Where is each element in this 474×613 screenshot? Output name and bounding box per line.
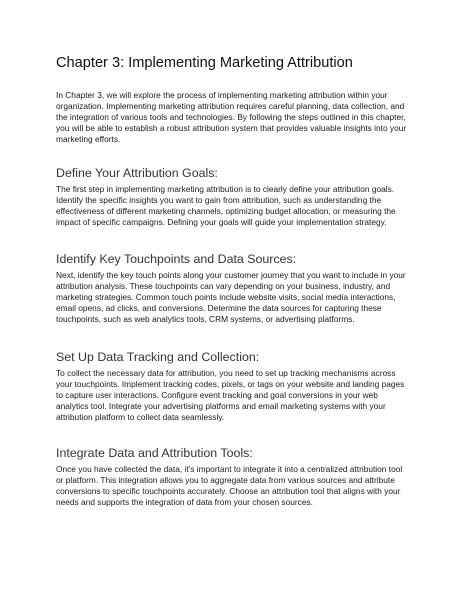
text-line: organization. Implementing marketing attribution requires careful planning, data collection, and (56, 101, 405, 112)
intro-paragraph (56, 90, 420, 145)
text-line: touchpoints, such as web analytics tools, CRM systems, or advertising platforms. (56, 314, 355, 325)
text-line: the integration of various tools and technologies. By following the steps outlined in this chapter, (56, 112, 406, 123)
section-paragraph-data-tracking (56, 368, 420, 423)
section-paragraph-attribution-goals (56, 184, 420, 228)
text-line: needs and supports the integration of data from your chosen sources. (56, 497, 313, 508)
text-line: Once you have collected the data, it's important to integrate it into a centralized attribution tool (56, 464, 403, 474)
text-line: In Chapter 3, we will explore the process of implementing marketing attribution within your (56, 90, 388, 100)
text-line: marketing efforts. (56, 134, 121, 145)
text-line: The first step in implementing marketing attribution is to clearly define your attribution goals. (56, 184, 395, 194)
text-line: effectiveness of different marketing channels, optimizing budget allocation, or measuring the (56, 206, 396, 217)
text-line: To collect the necessary data for attribution, you need to set up tracking mechanisms across (56, 368, 396, 378)
text-line: marketing strategies. Common touch points include website visits, social media interactions, (56, 292, 396, 303)
text-line: attribution analysis. These touchpoints can vary depending on your business, industry, and (56, 281, 391, 292)
text-line: you will be able to establish a robust attribution system that provides valuable insights into your (56, 123, 407, 134)
text-line: or platform. This integration allows you to aggregate data from various sources and attribute (56, 475, 395, 486)
text-line: attribution platform to collect data seamlessly. (56, 412, 225, 423)
text-line: Identify the specific insights you want to gain from attribution, such as understanding the (56, 195, 382, 206)
section-heading-data-tracking: Set Up Data Tracking and Collection: (56, 350, 260, 364)
chapter-title: Chapter 3: Implementing Marketing Attribution (56, 55, 353, 71)
section-paragraph-integrate-data (56, 464, 420, 508)
text-line: conversions to specific touchpoints accurately. Choose an attribution tool that aligns with your (56, 486, 401, 497)
text-line: analytics tool. Integrate your advertising platforms and email marketing systems with your (56, 401, 386, 412)
section-heading-attribution-goals: Define Your Attribution Goals: (56, 166, 218, 180)
text-line: email opens, ad clicks, and conversions. Determine the data sources for capturing these (56, 303, 382, 314)
text-line: to capture user interactions. Configure event tracking and goal conversions in your web (56, 390, 378, 401)
section-heading-integrate-data: Integrate Data and Attribution Tools: (56, 446, 253, 460)
text-line: impact of specific campaigns. Defining your goals will guide your implementation strategy. (56, 217, 387, 228)
section-paragraph-touchpoints (56, 270, 420, 325)
text-line: your touchpoints. Implement tracking codes, pixels, or tags on your website and landing pages (56, 379, 405, 390)
section-heading-touchpoints: Identify Key Touchpoints and Data Sources: (56, 252, 297, 266)
text-line: Next, identify the key touch points along your customer journey that you want to include in your (56, 270, 406, 280)
